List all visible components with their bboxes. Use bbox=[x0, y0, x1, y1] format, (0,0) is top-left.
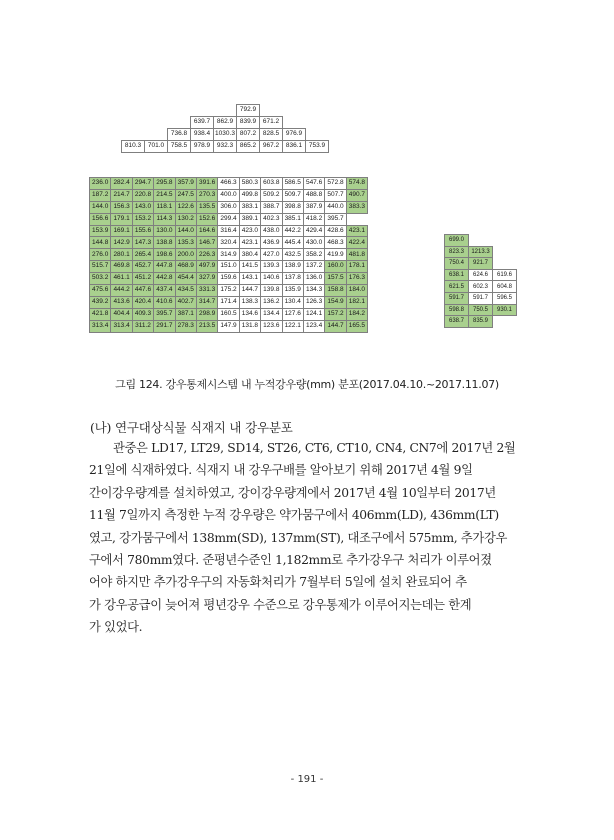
grid-cell: 144.8 bbox=[90, 237, 111, 249]
grid-cell: 175.2 bbox=[218, 285, 239, 297]
grid-cell: 452.7 bbox=[132, 261, 153, 273]
grid-row bbox=[90, 261, 368, 273]
grid-cell: 404.4 bbox=[111, 308, 132, 320]
grid-cell: 270.3 bbox=[196, 189, 217, 201]
grid-cell: 490.7 bbox=[346, 189, 367, 201]
grid-cell: 313.4 bbox=[90, 320, 111, 332]
grid-cell: 123.4 bbox=[303, 320, 324, 332]
grid-cell: 214.5 bbox=[154, 189, 175, 201]
grid-cell: 444.2 bbox=[111, 285, 132, 297]
grid-cell: 236.0 bbox=[90, 178, 111, 190]
grid-cell: 123.6 bbox=[261, 320, 282, 332]
grid-cell: 447.6 bbox=[132, 285, 153, 297]
grid-cell: 294.7 bbox=[132, 178, 153, 190]
grid-cell: 499.8 bbox=[239, 189, 260, 201]
grid-row bbox=[122, 105, 329, 117]
grid-cell: 135.3 bbox=[175, 237, 196, 249]
grid-cell bbox=[469, 235, 493, 247]
grid-cell: 299.4 bbox=[218, 213, 239, 225]
grid-cell bbox=[145, 117, 168, 129]
grid-cell: 291.7 bbox=[154, 320, 175, 332]
grid-cell: 967.2 bbox=[260, 141, 283, 153]
grid-cell: 428.6 bbox=[325, 225, 346, 237]
grid-cell: 439.2 bbox=[90, 296, 111, 308]
grid-cell: 213.5 bbox=[196, 320, 217, 332]
grid-cell: 135.9 bbox=[282, 285, 303, 297]
grid-cell: 410.6 bbox=[154, 296, 175, 308]
grid-row bbox=[90, 237, 368, 249]
grid-cell: 701.0 bbox=[145, 141, 168, 153]
grid-cell: 387.1 bbox=[175, 308, 196, 320]
grid-cell bbox=[168, 117, 191, 129]
grid-cell: 591.7 bbox=[445, 292, 469, 304]
grid-cell: 515.7 bbox=[90, 261, 111, 273]
grid-cell: 427.0 bbox=[261, 249, 282, 261]
grid-cell: 358.2 bbox=[303, 249, 324, 261]
grid-cell: 158.8 bbox=[325, 285, 346, 297]
grid-cell: 624.6 bbox=[469, 269, 493, 281]
grid-cell bbox=[283, 105, 306, 117]
paragraph-line: 11월 7일까지 측정한 누적 강우량은 약가뭄구에서 406mm(LD), 436mm(LT) bbox=[89, 508, 499, 523]
grid-row bbox=[445, 304, 517, 316]
grid-cell: 357.9 bbox=[175, 178, 196, 190]
grid-cell: 807.2 bbox=[237, 129, 260, 141]
grid-cell: 220.8 bbox=[132, 189, 153, 201]
grid-cell: 265.4 bbox=[132, 249, 153, 261]
grid-cell: 468.9 bbox=[175, 261, 196, 273]
grid-cell: 423.1 bbox=[346, 225, 367, 237]
grid-cell: 432.5 bbox=[282, 249, 303, 261]
grid-cell: 792.9 bbox=[237, 105, 260, 117]
grid-cell: 442.8 bbox=[154, 273, 175, 285]
grid-cell: 621.5 bbox=[445, 281, 469, 293]
grid-cell: 380.4 bbox=[239, 249, 260, 261]
grid-cell: 604.8 bbox=[493, 281, 517, 293]
paragraph-line: 간이강우량계를 설치하였고, 강이강우량계에서 2017년 4월 10일부터 2017년 bbox=[89, 485, 496, 500]
grid-cell: 461.1 bbox=[111, 273, 132, 285]
grid-cell: 282.4 bbox=[111, 178, 132, 190]
grid-row bbox=[90, 273, 368, 285]
grid-cell: 157.5 bbox=[325, 273, 346, 285]
grid-cell: 454.4 bbox=[175, 273, 196, 285]
grid-cell bbox=[122, 117, 145, 129]
grid-cell: 182.1 bbox=[346, 296, 367, 308]
grid-row bbox=[122, 117, 329, 129]
grid-cell: 144.7 bbox=[239, 285, 260, 297]
grid-row bbox=[90, 201, 368, 213]
grid-cell: 445.4 bbox=[282, 237, 303, 249]
grid-cell: 144.0 bbox=[175, 225, 196, 237]
grid-cell: 750.4 bbox=[445, 258, 469, 270]
grid-cell: 750.5 bbox=[469, 304, 493, 316]
grid-cell: 142.9 bbox=[111, 237, 132, 249]
top-rainfall-grid bbox=[121, 104, 329, 153]
grid-cell: 468.3 bbox=[325, 237, 346, 249]
grid-cell: 469.8 bbox=[111, 261, 132, 273]
grid-cell: 938.4 bbox=[191, 129, 214, 141]
grid-cell: 130.4 bbox=[282, 296, 303, 308]
grid-cell bbox=[122, 129, 145, 141]
grid-cell: 447.8 bbox=[154, 261, 175, 273]
grid-cell: 400.0 bbox=[218, 189, 239, 201]
grid-cell: 442.2 bbox=[282, 225, 303, 237]
grid-cell: 313.4 bbox=[111, 320, 132, 332]
grid-cell: 126.3 bbox=[303, 296, 324, 308]
grid-cell bbox=[260, 105, 283, 117]
grid-cell: 391.6 bbox=[196, 178, 217, 190]
grid-cell: 598.8 bbox=[445, 304, 469, 316]
grid-cell: 429.4 bbox=[303, 225, 324, 237]
grid-cell: 280.1 bbox=[111, 249, 132, 261]
grid-cell: 639.7 bbox=[191, 117, 214, 129]
grid-row bbox=[90, 225, 368, 237]
grid-cell: 430.0 bbox=[303, 237, 324, 249]
grid-cell: 198.6 bbox=[154, 249, 175, 261]
grid-cell: 436.9 bbox=[261, 237, 282, 249]
grid-cell: 176.3 bbox=[346, 273, 367, 285]
grid-cell: 388.7 bbox=[261, 201, 282, 213]
grid-row bbox=[90, 249, 368, 261]
grid-cell bbox=[493, 235, 517, 247]
grid-cell: 134.3 bbox=[303, 285, 324, 297]
grid-cell: 865.2 bbox=[237, 141, 260, 153]
section-heading: (나) 연구대상식물 식재지 내 강우분포 bbox=[90, 420, 293, 435]
grid-cell: 320.4 bbox=[218, 237, 239, 249]
grid-cell: 451.2 bbox=[132, 273, 153, 285]
grid-cell: 155.6 bbox=[132, 225, 153, 237]
figure-caption: 그림 124. 강우통제시스템 내 누적강우량(mm) 분포(2017.04.10.~2017.11.07) bbox=[115, 378, 499, 391]
grid-cell: 421.8 bbox=[90, 308, 111, 320]
grid-cell bbox=[306, 117, 329, 129]
grid-cell: 440.0 bbox=[325, 201, 346, 213]
grid-cell: 387.9 bbox=[303, 201, 324, 213]
grid-cell: 138.3 bbox=[239, 296, 260, 308]
grid-cell: 619.6 bbox=[493, 269, 517, 281]
grid-row bbox=[90, 178, 368, 190]
grid-cell: 144.7 bbox=[325, 320, 346, 332]
grid-cell: 398.8 bbox=[282, 201, 303, 213]
body-paragraph bbox=[89, 437, 533, 639]
grid-cell: 603.8 bbox=[261, 178, 282, 190]
grid-cell: 1213.3 bbox=[469, 246, 493, 258]
grid-cell: 124.1 bbox=[303, 308, 324, 320]
grid-cell: 327.9 bbox=[196, 273, 217, 285]
grid-cell: 134.6 bbox=[239, 308, 260, 320]
grid-cell bbox=[283, 117, 306, 129]
grid-row bbox=[90, 296, 368, 308]
grid-cell: 385.1 bbox=[282, 213, 303, 225]
grid-cell: 839.9 bbox=[237, 117, 260, 129]
grid-cell: 138.9 bbox=[282, 261, 303, 273]
grid-cell: 147.9 bbox=[218, 320, 239, 332]
grid-cell: 247.5 bbox=[175, 189, 196, 201]
paragraph-line: 관중은 LD17, LT29, SD14, ST26, CT6, CT10, CN4, CN7에 2017년 2월 bbox=[113, 441, 516, 455]
grid-cell: 921.7 bbox=[469, 258, 493, 270]
grid-cell: 423.1 bbox=[239, 237, 260, 249]
grid-cell: 136.0 bbox=[303, 273, 324, 285]
grid-cell: 200.0 bbox=[175, 249, 196, 261]
grid-cell: 466.3 bbox=[218, 178, 239, 190]
grid-cell: 131.8 bbox=[239, 320, 260, 332]
grid-cell: 122.6 bbox=[175, 201, 196, 213]
grid-row bbox=[445, 292, 517, 304]
grid-cell: 135.5 bbox=[196, 201, 217, 213]
grid-cell: 143.0 bbox=[132, 201, 153, 213]
grid-cell: 547.6 bbox=[303, 178, 324, 190]
grid-cell: 178.1 bbox=[346, 261, 367, 273]
grid-cell: 306.0 bbox=[218, 201, 239, 213]
grid-cell: 226.3 bbox=[196, 249, 217, 261]
grid-cell: 423.0 bbox=[239, 225, 260, 237]
grid-cell: 699.0 bbox=[445, 235, 469, 247]
grid-cell: 144.0 bbox=[90, 201, 111, 213]
grid-cell: 316.4 bbox=[218, 225, 239, 237]
grid-cell: 580.3 bbox=[239, 178, 260, 190]
grid-cell: 503.2 bbox=[90, 273, 111, 285]
grid-cell: 153.2 bbox=[132, 213, 153, 225]
grid-row bbox=[445, 269, 517, 281]
grid-cell: 509.2 bbox=[261, 189, 282, 201]
grid-cell bbox=[214, 105, 237, 117]
grid-cell: 169.1 bbox=[111, 225, 132, 237]
grid-cell: 184.0 bbox=[346, 285, 367, 297]
grid-cell: 574.8 bbox=[346, 178, 367, 190]
grid-cell: 311.2 bbox=[132, 320, 153, 332]
grid-cell: 758.5 bbox=[168, 141, 191, 153]
grid-cell: 114.3 bbox=[154, 213, 175, 225]
grid-cell: 413.6 bbox=[111, 296, 132, 308]
grid-cell: 137.2 bbox=[303, 261, 324, 273]
grid-cell bbox=[306, 129, 329, 141]
grid-cell: 118.1 bbox=[154, 201, 175, 213]
grid-cell bbox=[168, 105, 191, 117]
grid-cell: 753.9 bbox=[306, 141, 329, 153]
grid-cell: 154.9 bbox=[325, 296, 346, 308]
grid-cell: 596.5 bbox=[493, 292, 517, 304]
grid-cell: 836.1 bbox=[283, 141, 306, 153]
grid-row bbox=[445, 281, 517, 293]
grid-cell: 395.7 bbox=[325, 213, 346, 225]
grid-cell bbox=[493, 316, 517, 328]
grid-cell: 586.5 bbox=[282, 178, 303, 190]
grid-cell: 438.0 bbox=[261, 225, 282, 237]
grid-cell: 160.5 bbox=[218, 308, 239, 320]
grid-cell: 159.6 bbox=[218, 273, 239, 285]
grid-cell: 130.0 bbox=[154, 225, 175, 237]
grid-cell: 591.7 bbox=[469, 292, 493, 304]
grid-cell: 437.4 bbox=[154, 285, 175, 297]
grid-cell: 214.7 bbox=[111, 189, 132, 201]
grid-cell: 402.7 bbox=[175, 296, 196, 308]
grid-cell: 140.6 bbox=[261, 273, 282, 285]
grid-cell: 139.8 bbox=[261, 285, 282, 297]
page-number: - 191 - bbox=[290, 774, 324, 785]
grid-row bbox=[90, 308, 368, 320]
grid-cell: 156.6 bbox=[90, 213, 111, 225]
grid-row bbox=[122, 141, 329, 153]
grid-cell: 978.9 bbox=[191, 141, 214, 153]
grid-cell: 418.2 bbox=[303, 213, 324, 225]
grid-cell: 122.1 bbox=[282, 320, 303, 332]
grid-cell: 509.7 bbox=[282, 189, 303, 201]
paragraph-line: 구에서 780mm였다. 준평년수준인 1,182mm로 추가강우구 처리가 이루어졌 bbox=[89, 553, 492, 568]
paragraph-line: 가 강우공급이 늦어져 평년강우 수준으로 강우통제가 이루어지는데는 한계 bbox=[89, 597, 472, 612]
grid-cell: 475.6 bbox=[90, 285, 111, 297]
grid-cell: 507.7 bbox=[325, 189, 346, 201]
grid-cell: 153.9 bbox=[90, 225, 111, 237]
grid-cell: 389.1 bbox=[239, 213, 260, 225]
paragraph-line: 어야 하지만 추가강우구의 자동화처리가 7월부터 5일에 설치 완료되어 추 bbox=[89, 575, 467, 590]
grid-cell: 736.8 bbox=[168, 129, 191, 141]
grid-cell: 409.3 bbox=[132, 308, 153, 320]
grid-cell: 497.9 bbox=[196, 261, 217, 273]
paragraph-line: 였고, 강가뭄구에서 138mm(SD), 137mm(ST), 대조구에서 575mm, 추가강우 bbox=[89, 530, 508, 545]
grid-cell: 422.4 bbox=[346, 237, 367, 249]
grid-cell bbox=[145, 129, 168, 141]
paragraph-line: 21일에 식재하였다. 식재지 내 강우구배를 알아보기 위해 2017년 4월 9일 bbox=[89, 463, 473, 478]
grid-cell: 638.7 bbox=[445, 316, 469, 328]
grid-cell: 276.0 bbox=[90, 249, 111, 261]
grid-cell: 930.1 bbox=[493, 304, 517, 316]
grid-cell: 383.3 bbox=[346, 201, 367, 213]
grid-cell bbox=[122, 105, 145, 117]
grid-row bbox=[90, 320, 368, 332]
grid-cell: 810.3 bbox=[122, 141, 145, 153]
grid-cell: 331.3 bbox=[196, 285, 217, 297]
grid-cell: 157.2 bbox=[325, 308, 346, 320]
grid-cell: 187.2 bbox=[90, 189, 111, 201]
grid-cell bbox=[145, 105, 168, 117]
grid-cell: 434.5 bbox=[175, 285, 196, 297]
grid-cell: 147.3 bbox=[132, 237, 153, 249]
grid-cell: 823.3 bbox=[445, 246, 469, 258]
grid-cell: 314.7 bbox=[196, 296, 217, 308]
grid-cell: 383.1 bbox=[239, 201, 260, 213]
grid-cell: 402.3 bbox=[261, 213, 282, 225]
grid-cell: 165.5 bbox=[346, 320, 367, 332]
paragraph-line: 가 있었다. bbox=[89, 620, 143, 635]
grid-cell: 156.3 bbox=[111, 201, 132, 213]
grid-cell bbox=[306, 105, 329, 117]
grid-cell: 395.7 bbox=[154, 308, 175, 320]
grid-cell: 828.5 bbox=[260, 129, 283, 141]
grid-cell: 143.1 bbox=[239, 273, 260, 285]
grid-cell: 171.4 bbox=[218, 296, 239, 308]
grid-row bbox=[445, 258, 517, 270]
grid-cell: 835.9 bbox=[469, 316, 493, 328]
grid-cell bbox=[191, 105, 214, 117]
grid-cell: 671.2 bbox=[260, 117, 283, 129]
grid-cell: 862.9 bbox=[214, 117, 237, 129]
grid-cell: 184.2 bbox=[346, 308, 367, 320]
grid-cell: 164.6 bbox=[196, 225, 217, 237]
grid-row bbox=[445, 235, 517, 247]
grid-cell: 139.3 bbox=[261, 261, 282, 273]
grid-cell: 314.9 bbox=[218, 249, 239, 261]
grid-cell: 1030.3 bbox=[214, 129, 237, 141]
grid-row bbox=[445, 246, 517, 258]
right-rainfall-grid bbox=[444, 234, 517, 328]
grid-cell: 137.8 bbox=[282, 273, 303, 285]
grid-cell bbox=[493, 258, 517, 270]
grid-cell: 295.8 bbox=[154, 178, 175, 190]
grid-cell: 420.4 bbox=[132, 296, 153, 308]
grid-cell: 127.6 bbox=[282, 308, 303, 320]
grid-cell: 136.2 bbox=[261, 296, 282, 308]
grid-cell: 134.4 bbox=[261, 308, 282, 320]
grid-cell: 638.1 bbox=[445, 269, 469, 281]
grid-cell: 488.8 bbox=[303, 189, 324, 201]
grid-cell: 419.9 bbox=[325, 249, 346, 261]
grid-cell: 146.7 bbox=[196, 237, 217, 249]
grid-cell: 152.6 bbox=[196, 213, 217, 225]
grid-cell: 298.9 bbox=[196, 308, 217, 320]
grid-cell: 278.3 bbox=[175, 320, 196, 332]
grid-row bbox=[90, 285, 368, 297]
grid-cell: 602.3 bbox=[469, 281, 493, 293]
grid-row bbox=[122, 129, 329, 141]
grid-cell: 932.3 bbox=[214, 141, 237, 153]
grid-cell: 572.8 bbox=[325, 178, 346, 190]
grid-cell: 141.5 bbox=[239, 261, 260, 273]
grid-row bbox=[445, 316, 517, 328]
grid-row bbox=[90, 189, 368, 201]
grid-cell bbox=[493, 246, 517, 258]
grid-cell: 151.0 bbox=[218, 261, 239, 273]
grid-cell: 976.9 bbox=[283, 129, 306, 141]
grid-cell: 179.1 bbox=[111, 213, 132, 225]
grid-cell: 130.2 bbox=[175, 213, 196, 225]
grid-row bbox=[90, 213, 368, 225]
main-rainfall-grid bbox=[89, 177, 368, 333]
grid-cell: 481.8 bbox=[346, 249, 367, 261]
grid-cell: 138.8 bbox=[154, 237, 175, 249]
grid-cell: 160.0 bbox=[325, 261, 346, 273]
